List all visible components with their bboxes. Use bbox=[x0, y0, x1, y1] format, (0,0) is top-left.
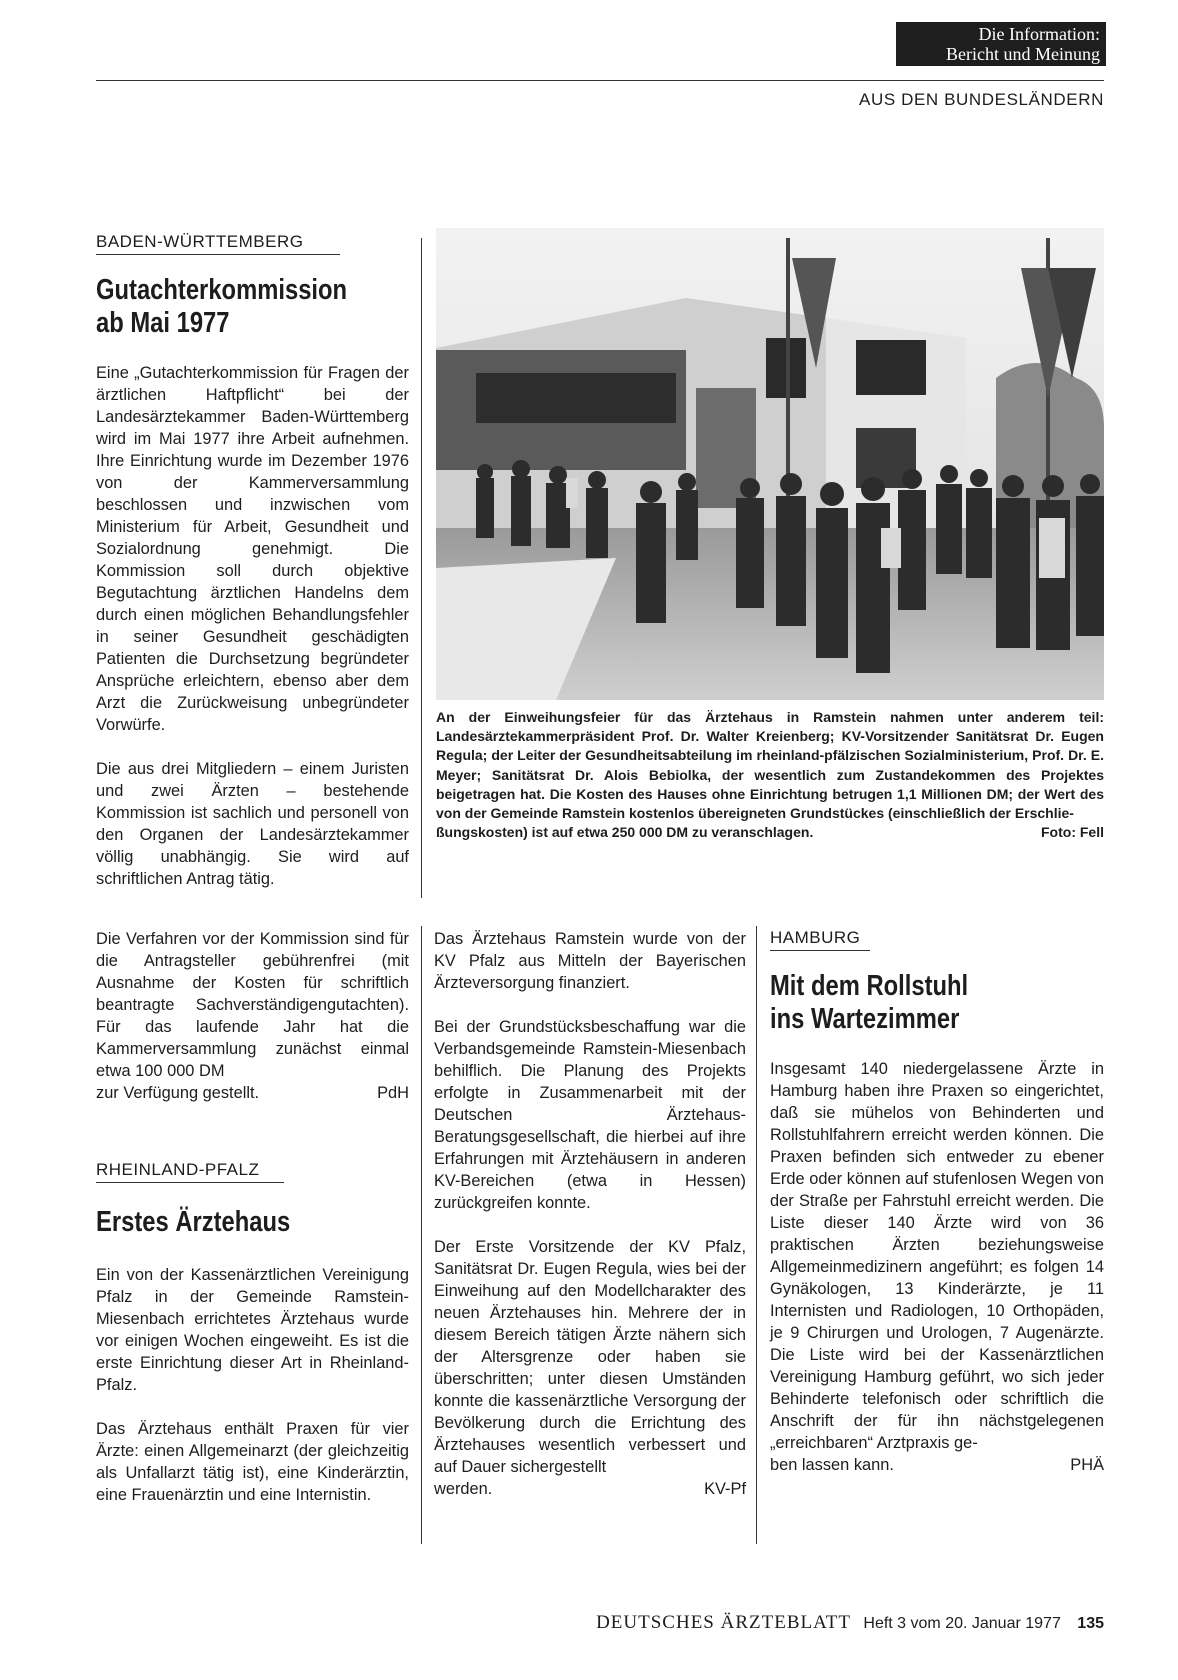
badge-line-1: Die Information: bbox=[978, 24, 1100, 44]
paragraph: Insgesamt 140 niedergelassene Ärzte in Hamburg haben ihre Praxen so eingerichtet, daß sie mühelos von Behinderten und Rollstuhlfahrern erreicht werden können. Die Praxen befinden sich entweder zu ebener Erde oder können auf stufenlosen Wegen von der Straße per Fahrstuhl erreicht werden. Die Liste dieser 140 Ärzte wird von 36 praktischen Ärzten beziehungsweise Allgemeinmedizinern angeführt; es folgen 14 Gynäkologen, 13 Kinderärzte, je 11 Internisten und Radiologen, 10 Orthopäden, je 9 Chirurgen und Urologen, 7 Augenärzte. Die Liste wird bei der Kassenärztlichen Vereinigung Hamburg geführt, wo sich jeder Behinderte telefonisch oder schriftlich die Anschrift der für ihn nächstgelegenen „erreichbaren“ Arztpraxis ge- bbox=[770, 1060, 1104, 1452]
photo-caption bbox=[436, 708, 1104, 842]
paragraph: Bei der Grundstücksbeschaffung war die Verbandsgemeinde Ramstein-Miesenbach behilflich. Die Planung des Projekts erfolgte in Zusammenarbeit mit der Deutschen Ärztehaus-Beratungsgesellschaft, die hierbei auf ihre Erfahrungen mit Ärztehäusern in anderen KV-Bereichen (etwa in Hessen) zurückgreifen konnte. bbox=[434, 1018, 746, 1212]
photo-image bbox=[436, 228, 1104, 700]
caption-last-line: ßungskosten) ist auf etwa 250 000 DM zu veranschlagen. bbox=[436, 824, 814, 841]
photo-credit: Foto: Fell bbox=[1041, 824, 1104, 841]
paragraph-last-line: ben lassen kann. bbox=[770, 1456, 894, 1474]
page-footer bbox=[460, 1612, 1104, 1634]
rubric-baden-wuerttemberg: BADEN-WÜRTTEMBERG bbox=[96, 232, 304, 251]
rubric-underline bbox=[96, 254, 340, 255]
headline-line: ins Wartezimmer bbox=[770, 1003, 960, 1035]
headline-rollstuhl bbox=[770, 970, 1065, 1036]
header-rule bbox=[96, 80, 1104, 81]
photo-aerztehaus-ramstein bbox=[436, 228, 1104, 700]
author-signature: PHÄ bbox=[1070, 1456, 1104, 1474]
article-bw-body-cont bbox=[96, 928, 409, 1104]
article-bw-body bbox=[96, 362, 409, 890]
headline-gutachterkommission bbox=[96, 274, 391, 340]
paragraph: Eine „Gutachterkommission für Fragen der ärztlichen Haftpflicht“ bei der Landesärztekammer Baden-Württemberg wird im Mai 1977 ihre Arbeit aufnehmen. Ihre Einrichtung wurde im Dezember 1976 von der Kammerversammlung beschlossen und inzwischen vom Ministerium für Arbeit, Gesundheit und Sozialordnung genehmigt. Die Kommission soll durch objektive Begutachtung ärztlichen Handelns dem durch einen möglichen Behandlungsfehler in seiner Gesundheit geschädigten Patienten die Durchsetzung begründeter Ansprüche erleichtern, ebenso aber dem Arzt die Zurückweisung unbegründeter Vorwürfe. bbox=[96, 364, 409, 734]
page-number: 135 bbox=[1077, 1615, 1104, 1632]
paragraph: Der Erste Vorsitzende der KV Pfalz, Sanitätsrat Dr. Eugen Regula, wies bei der Einweihung auf den Modellcharakter des neuen Ärztehauses hin. Mehrere der in diesem Bereich tätigen Ärzte nähern sich der Altersgrenze oder haben sie überschritten; unter diesen Umständen konnte die kassenärztliche Versorgung der Bevölkerung durch die Errichtung des Ärztehauses wesentlich verbessert und auf Dauer sichergestellt bbox=[434, 1238, 746, 1476]
article-rp-continuation bbox=[434, 928, 746, 1500]
article-hh-body bbox=[770, 1058, 1104, 1476]
paragraph-last-line: zur Verfügung gestellt. bbox=[96, 1084, 260, 1102]
author-signature: KV-Pf bbox=[704, 1480, 746, 1498]
rubric-rheinland-pfalz: RHEINLAND-PFALZ bbox=[96, 1160, 260, 1179]
headline-erstes-aerztehaus: Erstes Ärztehaus bbox=[96, 1206, 291, 1238]
rubric-underline bbox=[96, 1182, 284, 1183]
headline-line: Mit dem Rollstuhl bbox=[770, 970, 969, 1002]
issue-info: Heft 3 vom 20. Januar 1977 bbox=[863, 1615, 1061, 1632]
column-rule bbox=[421, 238, 422, 898]
section-badge bbox=[896, 22, 1106, 66]
rubric-underline bbox=[770, 950, 870, 951]
paragraph: Das Ärztehaus Ramstein wurde von der KV Pfalz aus Mitteln der Bayerischen Ärzteversorgung finanziert. bbox=[434, 930, 746, 992]
rubric-hamburg: HAMBURG bbox=[770, 928, 861, 947]
caption-text: An der Einweihungsfeier für das Ärztehaus in Ramstein nahmen unter anderem teil: Landesärztekammerpräsident Prof. Dr. Walter Kreienberg; KV-Vorsitzender Sanitätsrat Dr. Eugen Regula; der Leiter der Gesundheitsabteilung im rheinland-pfälzischen Sozialministerium, Prof. Dr. E. Meyer; Sanitätsrat Dr. Alois Bebiolka, der wesentlich zum Zustandekommen des Projektes beigetragen hat. Die Kosten des Hauses ohne Einrichtung betrugen 1,1 Millionen DM; der Wert des von der Gemeinde Ramstein kostenlos übereigneten Grundstückes (einschließlich der Erschlie- bbox=[436, 709, 1104, 822]
badge-line-2: Bericht und Meinung bbox=[946, 44, 1100, 64]
section-label: AUS DEN BUNDESLÄNDERN bbox=[859, 90, 1104, 109]
paragraph: Das Ärztehaus enthält Praxen für vier Ärzte: einen Allgemeinarzt (der gleichzeitig als Unfallarzt tätig ist), eine Kinderärztin, eine Frauenärztin und eine Internistin. bbox=[96, 1420, 409, 1504]
headline-line: ab Mai 1977 bbox=[96, 307, 230, 339]
paragraph: Die aus drei Mitgliedern – einem Juristen und zwei Ärzten – bestehende Kommission ist sachlich und personell von den Organen der Landesärztekammer völlig unabhängig. Sie wird auf schriftlichen Antrag tätig. bbox=[96, 760, 409, 888]
paragraph: Ein von der Kassenärztlichen Vereinigung Pfalz in der Gemeinde Ramstein-Miesenbach errichtetes Ärztehaus wurde vor einigen Wochen eingeweiht. Es ist die erste Einrichtung dieser Art in Rheinland-Pfalz. bbox=[96, 1266, 409, 1394]
journal-name: DEUTSCHES ÄRZTEBLATT bbox=[596, 1612, 851, 1633]
column-rule bbox=[756, 926, 757, 1544]
article-rp-body bbox=[96, 1264, 409, 1506]
author-signature: PdH bbox=[377, 1084, 409, 1102]
headline-line: Gutachterkommission bbox=[96, 274, 348, 306]
paragraph: Die Verfahren vor der Kommission sind für die Antragsteller gebührenfrei (mit Ausnahme der Kosten für schriftlich beantragte Sachverständigengutachten). Für das laufende Jahr hat die Kammerversammlung zunächst einmal etwa 100 000 DM bbox=[96, 930, 409, 1080]
column-rule bbox=[421, 926, 422, 1544]
paragraph-last-line: werden. bbox=[434, 1480, 493, 1498]
